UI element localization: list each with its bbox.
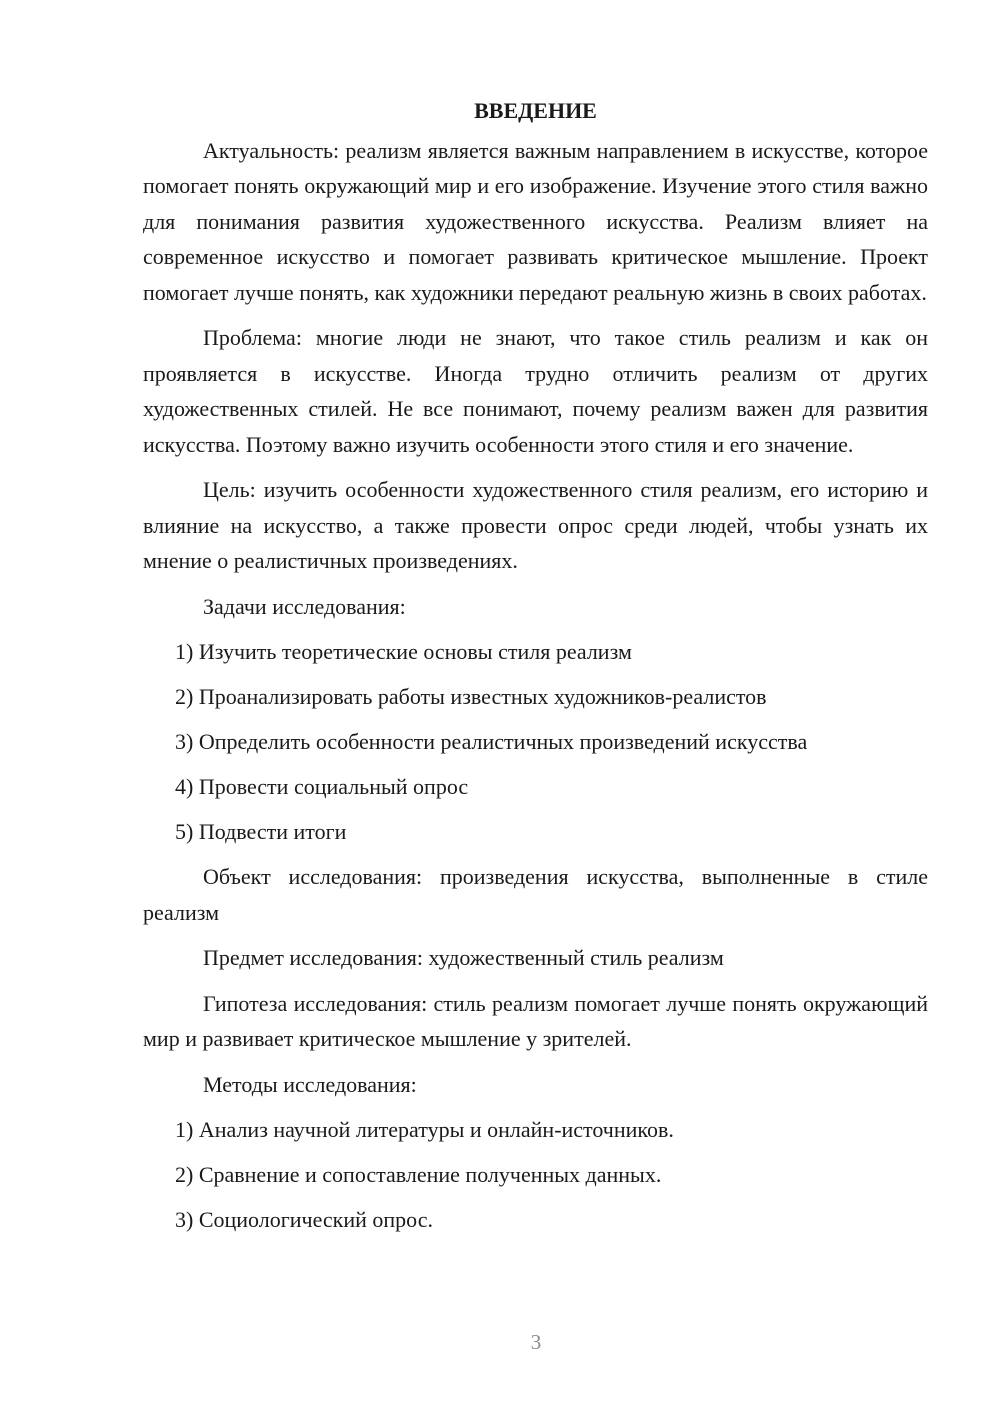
document-page xyxy=(143,93,928,1247)
section-title: ВВЕДЕНИЕ xyxy=(474,98,597,123)
hypothesis-paragraph: Гипотеза исследования: стиль реализм помогает лучше понять окружающий мир и развивает критическое мышление у зрителей. xyxy=(143,990,928,1051)
tasks-list xyxy=(143,634,928,850)
methods-list xyxy=(143,1112,928,1238)
tasks-heading: Задачи исследования: xyxy=(203,593,406,619)
goal-paragraph: Цель: изучить особенности художественного стиля реализм, его историю и влияние на искусство, а также провести опрос среди людей, чтобы узнать их мнение о реалистичных произведениях. xyxy=(143,477,928,573)
list-item: 3) Определить особенности реалистичных произведений искусства xyxy=(175,729,808,754)
problem-paragraph: Проблема: многие люди не знают, что такое стиль реализм и как он проявляется в искусстве. Иногда трудно отличить реализм от других художественных стилей. Не все понимают, почему реализм важен для развития искусства. Поэтому важно изучить особенности этого стиля и его значение. xyxy=(143,325,928,457)
relevance-paragraph: Актуальность: реализм является важным направлением в искусстве, которое помогает понять окружающий мир и его изображение. Изучение этого стиля важно для понимания развития художественного искусства. Реализм влияет на современное искусство и помогает развивать критическое мышление. Проект помогает лучше понять, как художники передают реальную жизнь в своих работах. xyxy=(143,137,928,305)
list-item: 2) Сравнение и сопоставление полученных данных. xyxy=(175,1162,662,1187)
methods-heading: Методы исследования: xyxy=(203,1071,417,1097)
list-item: 4) Провести социальный опрос xyxy=(175,774,469,799)
list-item: 5) Подвести итоги xyxy=(175,819,347,844)
list-item: 1) Изучить теоретические основы стиля реализм xyxy=(175,639,632,664)
list-item: 2) Проанализировать работы известных художников-реалистов xyxy=(175,684,767,709)
object-paragraph: Объект исследования: произведения искусства, выполненные в стиле реализм xyxy=(143,864,928,925)
page-number: 3 xyxy=(530,1330,542,1354)
list-item: 3) Социологический опрос. xyxy=(175,1207,433,1232)
subject-paragraph: Предмет исследования: художественный стиль реализм xyxy=(203,945,724,970)
list-item: 1) Анализ научной литературы и онлайн-источников. xyxy=(175,1117,674,1142)
